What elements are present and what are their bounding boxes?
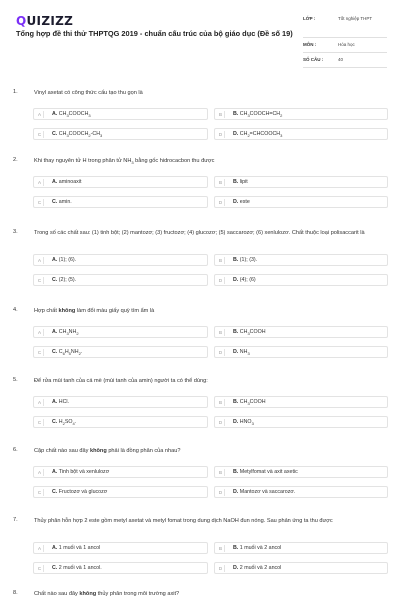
option-text: C. (2); (5). [52, 277, 77, 283]
quizizz-logo: QUIZIZZ [16, 14, 74, 28]
option-a[interactable] [33, 542, 208, 554]
question-number: 3. [13, 229, 18, 235]
option-d[interactable] [214, 196, 388, 208]
meta-label: LỚP : [303, 16, 316, 21]
option-text: D. Mantozơ và saccarozơ. [233, 489, 296, 495]
option-text: A. Tinh bột và xenlulozơ [52, 469, 110, 475]
option-text: B. (1); (3). [233, 257, 258, 263]
option-text: C. $H_2SO_4$. [52, 419, 77, 427]
option-letter-box: D [217, 199, 225, 206]
option-c[interactable] [33, 416, 208, 428]
option-text: D. $CH_2=CHCOOCH_3$ [233, 131, 283, 139]
option-text: B. $CH_3COOH$ [233, 399, 266, 407]
worksheet-title: Tổng hợp đề thi thử THPTQG 2019 - chuẩn cấu trúc của bộ giáo dục (Đề số 19) [16, 29, 293, 38]
question-text: Cặp chất nào sau đây không phải là đồng phân của nhau? [34, 448, 181, 454]
question-text: Trong số các chất sau: (1) tinh bột; (2) mantozơ; (3) fructozơ; (4) glucozơ; (5) saccarozơ; (6) xenlulozơ. Chất thuộc loại polisaccarit là [34, 230, 365, 236]
meta-row-subject [303, 38, 387, 53]
option-a[interactable] [33, 326, 208, 338]
option-letter-box: C [36, 349, 44, 356]
meta-row-class [303, 12, 387, 38]
option-text: B. Metylfomat và axit axetic [233, 469, 298, 475]
option-d[interactable] [214, 562, 388, 574]
option-letter-box: B [217, 179, 225, 186]
question-number: 6. [13, 447, 18, 453]
option-text: D. (4); (6) [233, 277, 256, 283]
option-letter-box: A [36, 111, 44, 118]
question-number: 7. [13, 517, 18, 523]
option-text: D. $HNO_3$ [233, 419, 254, 427]
option-c[interactable] [33, 562, 208, 574]
option-letter-box: B [217, 329, 225, 336]
meta-row-count [303, 53, 387, 68]
option-a[interactable] [33, 176, 208, 188]
worksheet-header [0, 0, 400, 78]
question-number: 2. [13, 157, 18, 163]
question-text: Khi thay nguyên tử H trong phân tử $NH_3$ bằng gốc hidrocacbon thu được [34, 158, 215, 166]
question-number: 8. [13, 590, 18, 596]
option-letter-box: C [36, 565, 44, 572]
option-letter-box: C [36, 199, 44, 206]
option-letter-box: D [217, 349, 225, 356]
option-letter-box: B [217, 399, 225, 406]
option-c[interactable] [33, 486, 208, 498]
option-text: D. 2 muối và 2 ancol [233, 565, 282, 571]
option-b[interactable] [214, 326, 388, 338]
option-c[interactable] [33, 196, 208, 208]
option-d[interactable] [214, 128, 388, 140]
option-letter-box: B [217, 257, 225, 264]
option-letter-box: B [217, 545, 225, 552]
option-text: D. $NH_3$ [233, 349, 250, 357]
question-number: 4. [13, 307, 18, 313]
option-d[interactable] [214, 274, 388, 286]
meta-label: SỐ CÂU : [303, 57, 324, 62]
option-text: D. este [233, 199, 250, 205]
meta-label: MÔN : [303, 42, 317, 47]
option-b[interactable] [214, 396, 388, 408]
option-d[interactable] [214, 486, 388, 498]
option-a[interactable] [33, 108, 208, 120]
option-text: B. $CH_3COOH$ [233, 329, 266, 337]
meta-value: 40 [338, 57, 344, 62]
option-letter-box: D [217, 565, 225, 572]
question-text: Hợp chất không làm đổi màu giấy quỳ tím ẩm là [34, 308, 155, 314]
option-letter-box: D [217, 419, 225, 426]
option-b[interactable] [214, 176, 388, 188]
option-text: A. $CH_3NH_2$ [52, 329, 79, 337]
meta-value: Tốt nghiệp THPT [338, 16, 373, 21]
option-c[interactable] [33, 128, 208, 140]
option-letter-box: A [36, 545, 44, 552]
worksheet-meta [303, 12, 387, 68]
option-letter-box: D [217, 277, 225, 284]
option-text: A. HCl. [52, 399, 70, 405]
option-text: C. Fructozơ và glucozơ [52, 489, 108, 495]
option-text: C. $C_6H_5NH_2$. [52, 349, 83, 357]
question-number: 1. [13, 89, 18, 95]
question-number: 5. [13, 377, 18, 383]
option-letter-box: B [217, 111, 225, 118]
question-text: Chất nào sau đây không thủy phân trong môi trường axit? [34, 591, 180, 597]
question-text: Vinyl axetat có công thức cấu tạo thu gọn là [34, 90, 143, 96]
question-text: Để rửa mùi tanh của cá mè (mùi tanh của amin) người ta có thể dùng: [34, 378, 208, 384]
option-letter-box: C [36, 277, 44, 284]
option-text: C. $CH_3COOCH_2-CH_3$ [52, 131, 103, 139]
option-d[interactable] [214, 416, 388, 428]
option-text: A. aminoaxit [52, 179, 82, 185]
option-b[interactable] [214, 466, 388, 478]
option-text: A. $CH_3COOCH_3$ [52, 111, 91, 119]
option-text: A. (1); (6). [52, 257, 77, 263]
meta-value: Hóa học [338, 42, 355, 47]
option-letter-box: A [36, 329, 44, 336]
option-letter-box: D [217, 489, 225, 496]
option-text: B. 1 muối và 2 ancol [233, 545, 282, 551]
question-text: Thủy phân hỗn hợp 2 este gồm metyl axetat và metyl fomat trong dung dịch NaOH đun nóng. Sau phản ứng ta thu được [34, 518, 333, 524]
option-a[interactable] [33, 254, 208, 266]
option-letter-box: A [36, 469, 44, 476]
option-c[interactable] [33, 274, 208, 286]
option-letter-box: A [36, 399, 44, 406]
option-letter-box: A [36, 257, 44, 264]
option-letter-box: C [36, 131, 44, 138]
option-text: B. $CH_3COOCH=CH_2$ [233, 111, 283, 119]
option-text: A. 1 muối và 1 ancol [52, 545, 101, 551]
option-text: C. 2 muối và 1 ancol. [52, 565, 102, 571]
option-text: C. amin. [52, 199, 72, 205]
option-letter-box: B [217, 469, 225, 476]
option-letter-box: A [36, 179, 44, 186]
option-b[interactable] [214, 108, 388, 120]
option-a[interactable] [33, 466, 208, 478]
option-d[interactable] [214, 346, 388, 358]
option-letter-box: C [36, 489, 44, 496]
option-b[interactable] [214, 542, 388, 554]
option-letter-box: C [36, 419, 44, 426]
option-b[interactable] [214, 254, 388, 266]
option-a[interactable] [33, 396, 208, 408]
option-letter-box: D [217, 131, 225, 138]
option-c[interactable] [33, 346, 208, 358]
option-text: B. lipit [233, 179, 248, 185]
